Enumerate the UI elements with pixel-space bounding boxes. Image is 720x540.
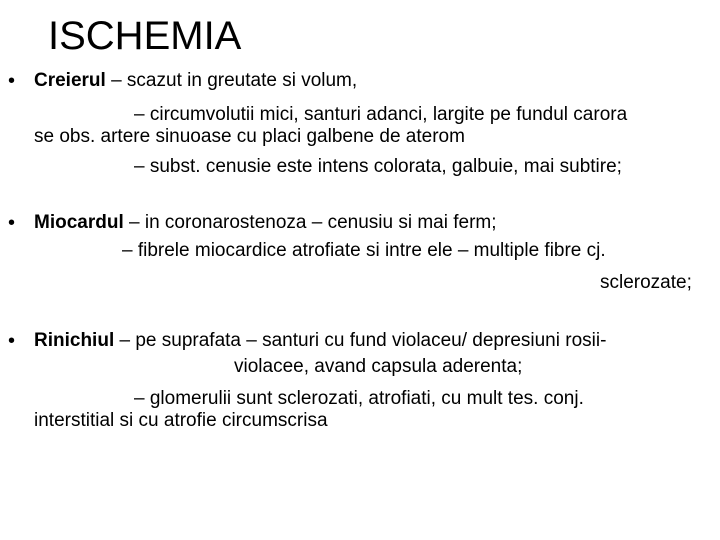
item-first-line xyxy=(34,330,606,352)
term-miocardul: Miocardul xyxy=(34,212,124,233)
bullet-marker: • xyxy=(8,330,16,352)
item-text-line: violacee, avand capsula aderenta; xyxy=(234,356,523,377)
item-text-line: interstitial si cu atrofie circumscrisa xyxy=(34,410,328,431)
item-text-line: – glomerulii sunt sclerozati, atrofiati, cu mult tes. conj. xyxy=(134,388,584,409)
bullet-marker: • xyxy=(8,212,16,234)
item-text-line: – circumvolutii mici, santuri adanci, largite pe fundul carora xyxy=(134,104,628,125)
item-text-line: – in coronarostenoza – cenusiu si mai ferm; xyxy=(123,212,497,233)
item-text-line: se obs. artere sinuoase cu placi galbene de aterom xyxy=(34,126,465,147)
item-text-line: – scazut in greutate si volum, xyxy=(105,70,358,91)
item-text-line: – subst. cenusie este intens colorata, galbuie, mai subtire; xyxy=(134,156,622,177)
item-text-line: – fibrele miocardice atrofiate si intre ele – multiple fibre cj. xyxy=(122,240,606,261)
term-creierul: Creierul xyxy=(34,70,106,91)
item-text-line: sclerozate; xyxy=(600,272,692,293)
bullet-marker: • xyxy=(8,70,16,92)
slide-title: ISCHEMIA xyxy=(48,14,242,58)
item-first-line xyxy=(34,70,357,92)
item-text-line: – pe suprafata – santuri cu fund violaceu/ depresiuni rosii- xyxy=(114,330,607,351)
term-rinichiul: Rinichiul xyxy=(34,330,115,351)
item-first-line xyxy=(34,212,497,234)
